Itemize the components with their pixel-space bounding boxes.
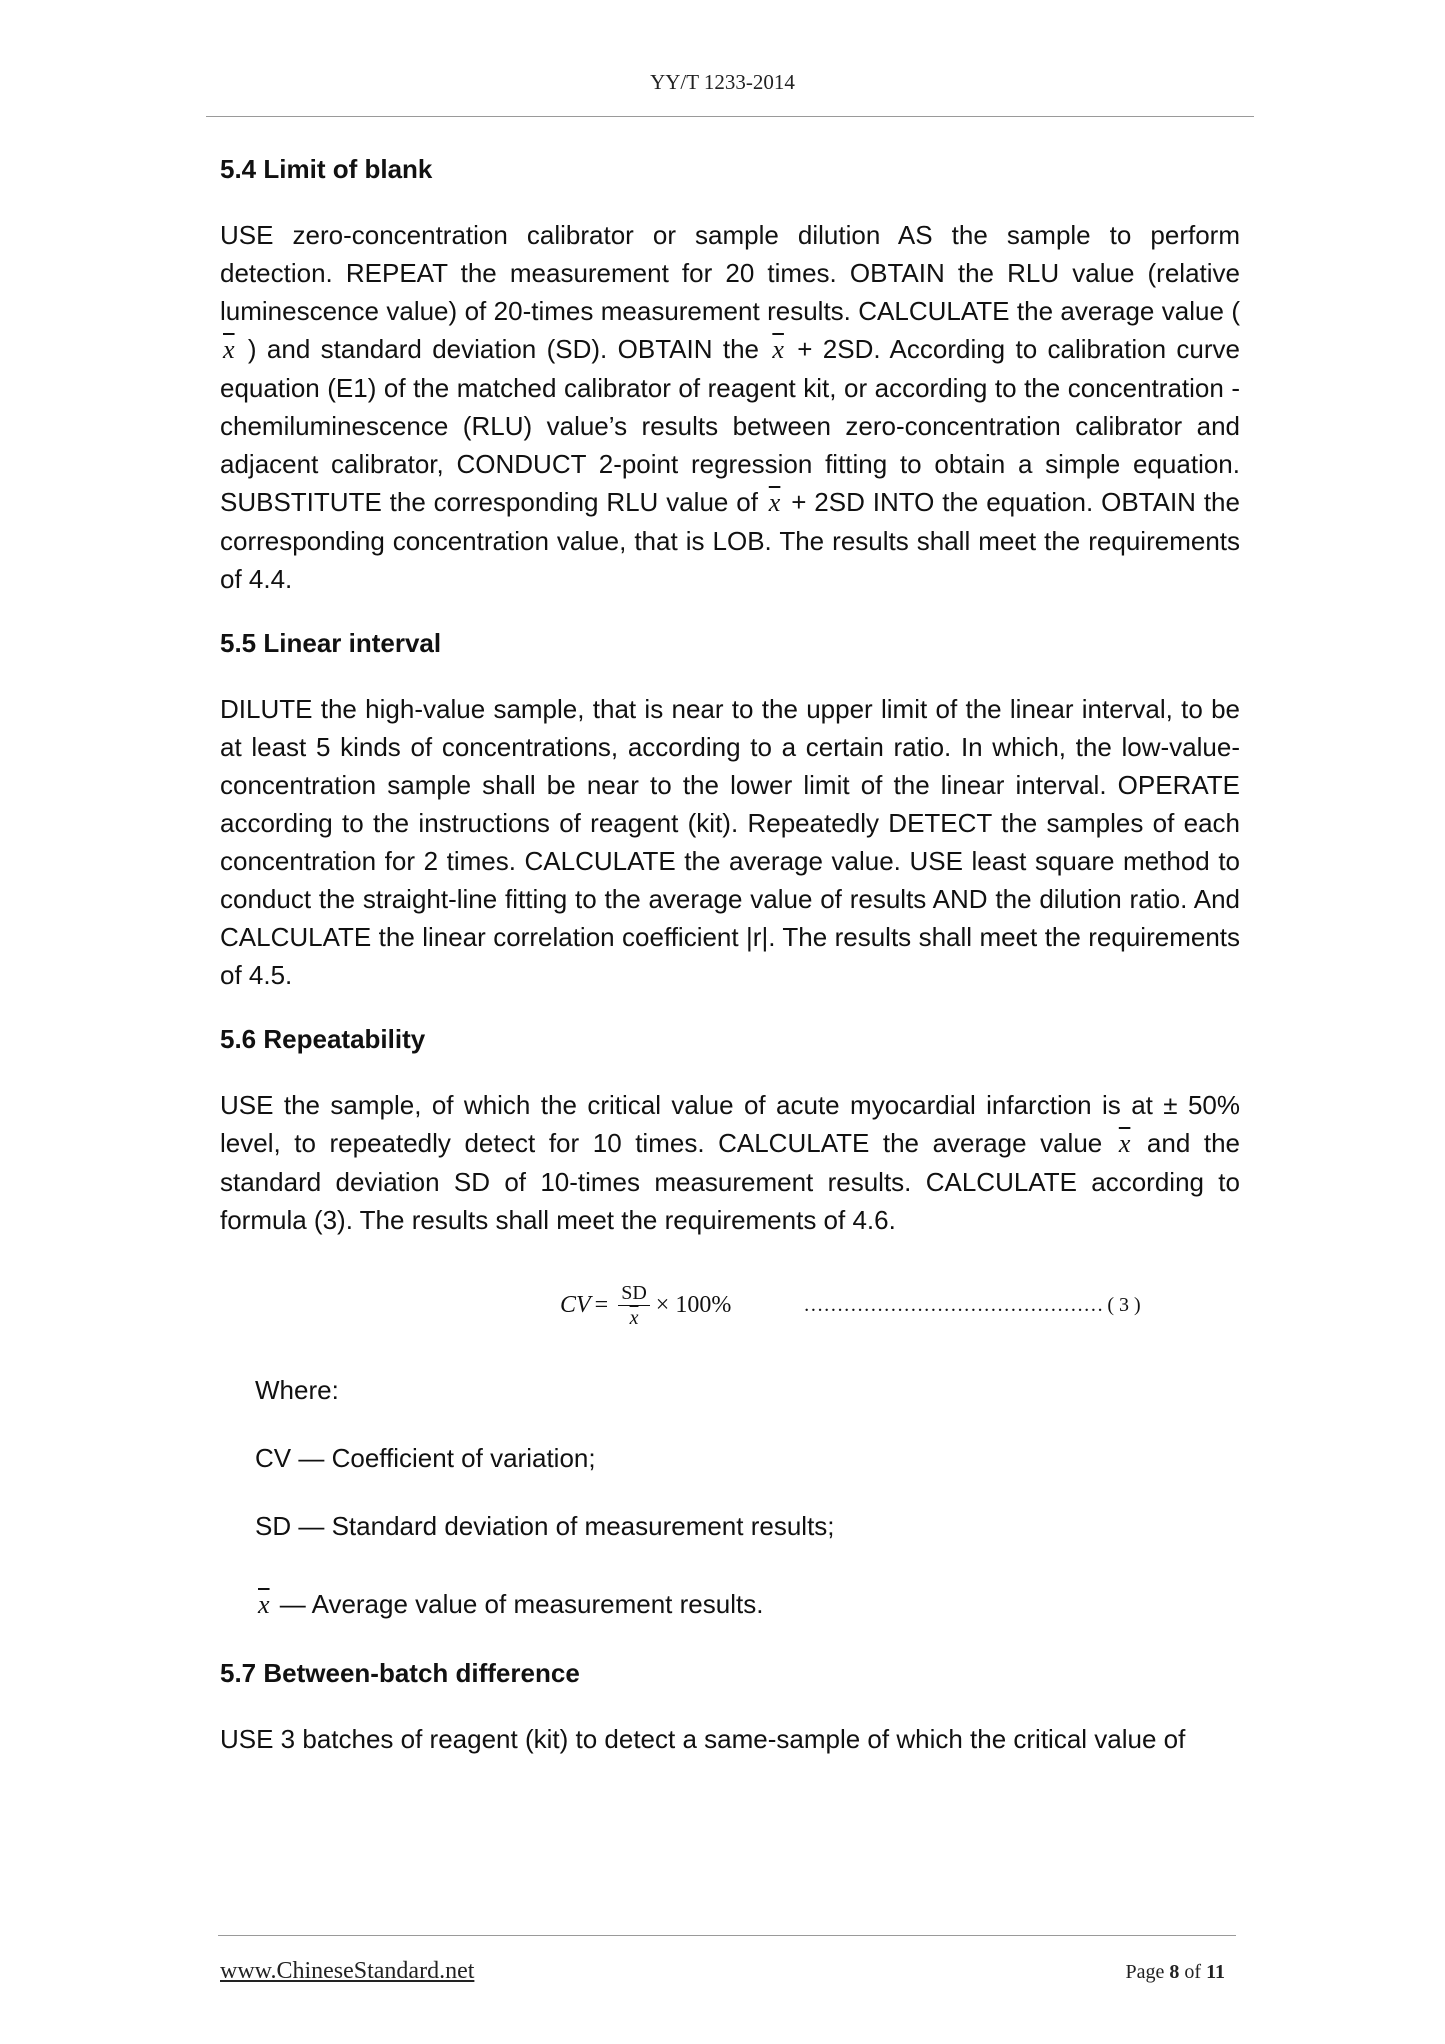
footer-divider [218, 1935, 1236, 1936]
where-item-xbar [255, 1585, 1240, 1624]
where-symbol: CV [255, 1443, 292, 1473]
where-description: — Standard deviation of measurement results; [298, 1511, 835, 1541]
formula-fraction [618, 1281, 650, 1330]
section-5-5-paragraph: DILUTE the high-value sample, that is near to the upper limit of the linear interval, to be at least 5 kinds of concentrations, according to a certain ratio. In which, the low-value-concentration sample shall be near to the lower limit of the linear interval. OPERATE according to the instructions of reagent (kit). Repeatedly DETECT the samples of each concentration for 2 times. CALCULATE the average value. USE least square method to conduct the straight-line fitting to the average value of results AND the dilution ratio. And CALCULATE the linear correlation coefficient |r|. The results shall meet the requirements of 4.5. [220, 694, 1240, 990]
formula-leader-dots: ……………………………………… [803, 1293, 1104, 1316]
document-code-header: YY/T 1233-2014 [650, 70, 795, 94]
section-5-7-heading: 5.7 Between-batch difference [220, 1658, 580, 1688]
x-bar-symbol: $\overline{x}$ [223, 335, 235, 364]
formula-lhs: CV [560, 1291, 591, 1318]
current-page: 8 [1169, 1961, 1180, 1983]
formula-times: × 100% [655, 1291, 732, 1318]
where-description: — Coefficient of variation; [298, 1443, 596, 1473]
where-item-sd [255, 1507, 1240, 1545]
text-segment: USE the sample, of which the critical value of acute myocardial infarction is at ± 50% level, to repeatedly detect for 10 times. CALCULATE the average value [220, 1090, 1240, 1158]
text-segment: + 2SD. According to calibration curve equation (E1) of the matched calibrator of reagent kit, or according to the concentration - chemiluminescence (RLU) value’s results between zero-concentration calibrator and adjacent calibrator, CONDUCT 2-point regression fitting to obtain a simple equation. SUBSTITUTE the corresponding RLU value of [220, 334, 1240, 517]
where-symbol: SD [255, 1511, 292, 1541]
text-segment: and the standard deviation SD of 10-times measurement results. CALCULATE according to formula (3). The results shall meet the requirements of 4.6. [220, 1128, 1240, 1235]
where-label: Where: [255, 1375, 339, 1405]
formula-expression [560, 1281, 731, 1330]
website-link[interactable]: www.ChineseStandard.net [220, 1958, 475, 1984]
x-bar-symbol: $\overline{x}$ [772, 335, 784, 364]
section-5-4-paragraph [220, 216, 1240, 598]
where-block [255, 1371, 1240, 1624]
formula-number: ( 3 ) [1107, 1293, 1141, 1316]
page-prefix: Page [1125, 1961, 1165, 1983]
text-segment: USE zero-concentration calibrator or sample dilution AS the sample to perform detection. REPEAT the measurement for 20 times. OBTAIN the RLU value (relative luminescence value) of 20-times measurement results. CALCULATE the average value ( [220, 220, 1240, 326]
where-description: — Average value of measurement results. [279, 1589, 764, 1619]
section-5-5-heading: 5.5 Linear interval [220, 628, 442, 658]
x-bar-symbol: $\overline{x}$ [768, 488, 781, 517]
section-5-6-heading: 5.6 Repeatability [220, 1024, 426, 1054]
x-bar-symbol: $\overline{x}$ [1118, 1129, 1131, 1158]
x-bar-symbol: $\overline{x}$ [258, 1590, 270, 1619]
formula-equals: = [594, 1291, 609, 1318]
formula-denominator: x [629, 1306, 639, 1329]
page-number [1126, 1961, 1225, 1984]
text-segment: ) and standard deviation (SD). OBTAIN the [247, 334, 759, 364]
page-of: of [1184, 1961, 1202, 1983]
where-item-cv [255, 1439, 1240, 1477]
cv-formula [220, 1265, 1240, 1345]
document-body [220, 150, 1240, 1784]
text-segment: + 2SD INTO the equation. OBTAIN the corresponding concentration value, that is LOB. The results shall meet the requirements of 4.4. [220, 487, 1240, 594]
formula-numerator: SD [618, 1281, 650, 1306]
total-pages: 11 [1206, 1961, 1225, 1983]
section-5-6-paragraph [220, 1086, 1240, 1239]
header-divider [206, 116, 1254, 117]
section-5-7-paragraph: USE 3 batches of reagent (kit) to detect a same-sample of which the critical value of [220, 1724, 1186, 1754]
section-5-4-heading: 5.4 Limit of blank [220, 154, 433, 184]
